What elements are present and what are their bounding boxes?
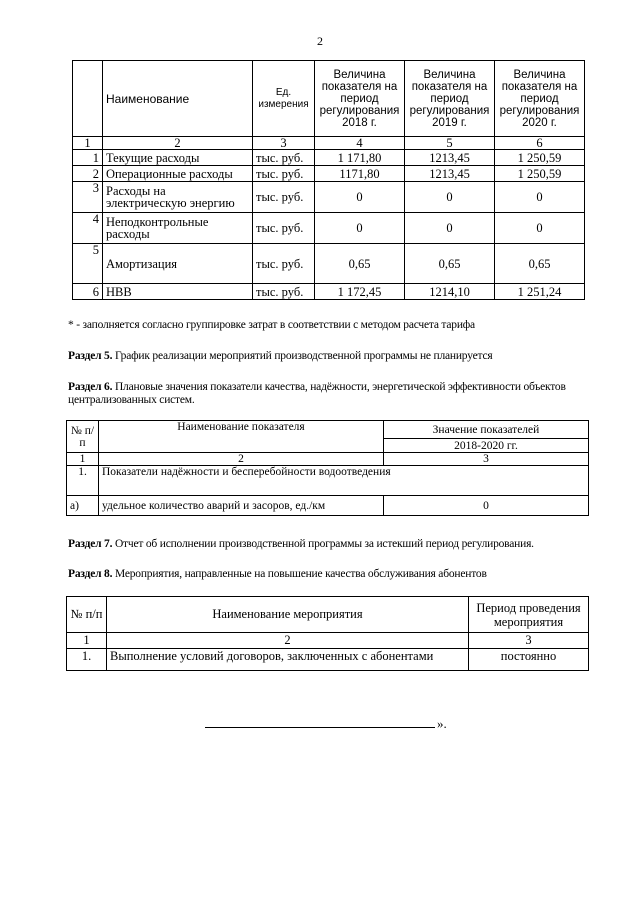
table-index-row [73,137,585,150]
row-value-2018: 0,65 [315,244,405,284]
header-2019: Величина показателя на период регулирования 2019 г. [405,61,495,137]
row-name: Неподконтрольные расходы [103,213,253,244]
row-name: удельное количество аварий и засоров, ед./км [99,496,384,516]
row-value-2020: 1 250,59 [495,166,585,182]
section-text: Мероприятия, направленные на повышение качества обслуживания абонентов [114,568,487,580]
row-name: НВВ [103,284,253,300]
table-row [73,284,585,300]
row-unit: тыс. руб. [253,284,315,300]
header-num: № п/п [67,421,99,453]
header-unit: Ед. измерения [253,61,315,137]
index-cell: 2 [99,453,384,466]
row-num: 6 [73,284,103,300]
row-value-2019: 0,65 [405,244,495,284]
index-cell: 3 [469,633,589,649]
section-label: Раздел 7. [68,538,113,550]
table-row [73,244,585,284]
row-value-2018: 1 171,80 [315,150,405,166]
row-value-2019: 0 [405,182,495,213]
row-value-2018: 0 [315,182,405,213]
section-label: Раздел 6. [68,381,113,393]
row-name: Выполнение условий договоров, заключенных с абонентами [107,649,469,671]
section-8 [68,568,487,580]
table-header-row [73,61,585,137]
closing-mark: ». [437,716,447,731]
row-value-2019: 0 [405,213,495,244]
signature-line [205,727,435,728]
page-number: 2 [317,34,323,48]
header-period: 2018-2020 гг. [384,439,589,453]
index-cell: 3 [384,453,589,466]
header-name: Наименование [103,61,253,137]
row-num: 1. [67,649,107,671]
header-2018: Величина показателя на период регулирования 2018 г. [315,61,405,137]
index-cell: 5 [405,137,495,150]
row-num: 3 [73,182,103,213]
expenses-table [72,60,585,300]
row-unit: тыс. руб. [253,166,315,182]
row-value-2018: 1 172,45 [315,284,405,300]
index-cell: 2 [103,137,253,150]
section-text: Плановые значения показатели качества, надёжности, энергетической эффективности объектов централизованных систем. [68,381,566,406]
service-measures-table [66,596,589,671]
row-value: 0 [384,496,589,516]
row-period: постоянно [469,649,589,671]
table-group-row [67,466,589,496]
section-label: Раздел 5. [68,350,113,362]
table-header-row [67,421,589,439]
index-cell: 1 [73,137,103,150]
index-cell: 1 [67,453,99,466]
row-num: 1 [73,150,103,166]
row-name: Операционные расходы [103,166,253,182]
table-index-row [67,453,589,466]
row-value-2020: 0 [495,213,585,244]
row-value-2019: 1213,45 [405,166,495,182]
header-name: Наименование мероприятия [107,597,469,633]
row-num: 4 [73,213,103,244]
table-row [73,213,585,244]
index-cell: 4 [315,137,405,150]
row-unit: тыс. руб. [253,244,315,284]
table-index-row [67,633,589,649]
table-header-row [67,597,589,633]
footnote: * - заполняется согласно группировке затрат в соответствии с методом расчета тарифа [68,319,475,331]
row-value-2019: 1214,10 [405,284,495,300]
table-row [67,649,589,671]
row-name: Амортизация [103,244,253,284]
header-num: № п/п [67,597,107,633]
table-row [73,166,585,182]
section-6 [68,381,588,407]
row-num: 2 [73,166,103,182]
row-value-2018: 0 [315,213,405,244]
row-name: Расходы на электрическую энергию [103,182,253,213]
header-2020: Величина показателя на период регулирования 2020 г. [495,61,585,137]
header-name: Наименование показателя [99,421,384,453]
index-cell: 2 [107,633,469,649]
quality-indicators-table [66,420,589,516]
row-unit: тыс. руб. [253,150,315,166]
row-value-2020: 0 [495,182,585,213]
section-label: Раздел 8. [68,568,113,580]
table-row [73,182,585,213]
row-name: Текущие расходы [103,150,253,166]
row-unit: тыс. руб. [253,182,315,213]
header-num [73,61,103,137]
section-text: Отчет об исполнении производственной программы за истекший период регулирования. [114,538,534,550]
row-value-2020: 1 251,24 [495,284,585,300]
header-period: Период проведения мероприятия [469,597,589,633]
row-num: 5 [73,244,103,284]
section-text: График реализации мероприятий производственной программы не планируется [114,350,493,362]
row-num: а) [67,496,99,516]
section-7 [68,538,534,550]
group-name: Показатели надёжности и бесперебойности водоотведения [99,466,589,496]
row-value-2020: 1 250,59 [495,150,585,166]
row-value-2018: 1171,80 [315,166,405,182]
row-value-2020: 0,65 [495,244,585,284]
table-row [67,496,589,516]
index-cell: 6 [495,137,585,150]
index-cell: 3 [253,137,315,150]
group-num: 1. [67,466,99,496]
section-5 [68,350,492,362]
header-value: Значение показателей [384,421,589,439]
table-row [73,150,585,166]
row-unit: тыс. руб. [253,213,315,244]
row-value-2019: 1213,45 [405,150,495,166]
index-cell: 1 [67,633,107,649]
